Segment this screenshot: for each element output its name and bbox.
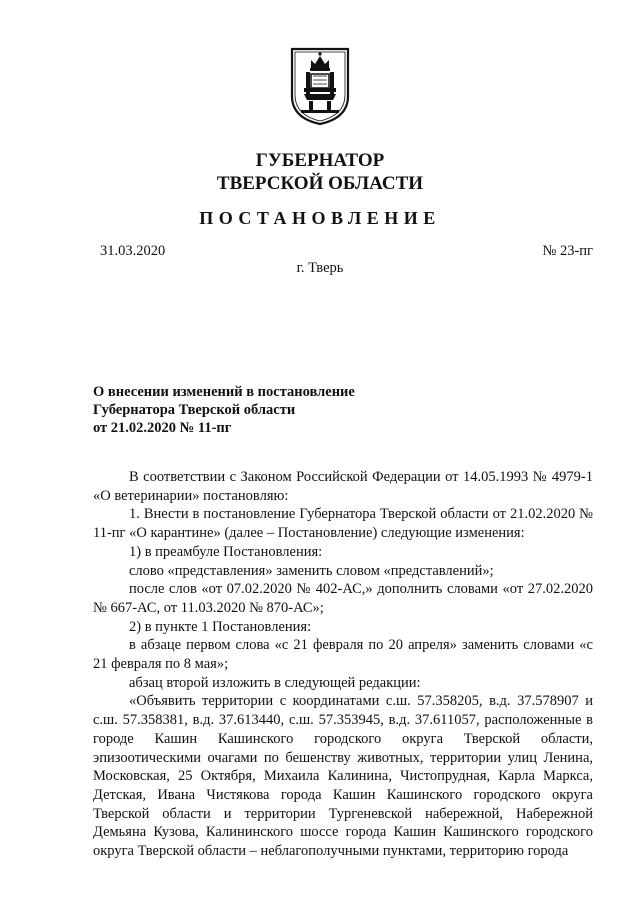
body-paragraph: В соответствии с Законом Российской Федерации от 14.05.1993 № 4979-1 «О ветеринарии» постановляю: (93, 469, 593, 504)
document-number: № 23-пг (542, 243, 593, 259)
issuer-title (0, 149, 640, 195)
subject-line1: О внесении изменений в постановление (93, 384, 355, 400)
body-paragraph: 2) в пункте 1 Постановления: (129, 618, 312, 635)
issuer-title-line1: ГУБЕРНАТОР (255, 150, 385, 171)
body-paragraph: слово «представления» заменить словом «представлений»; (129, 562, 494, 579)
issuer-title-line2: ТВЕРСКОЙ ОБЛАСТИ (216, 173, 424, 194)
body-paragraph: 1) в преамбуле Постановления: (129, 543, 323, 560)
body-paragraph: в абзаце первом слова «с 21 февраля по 20 апреля» заменить словами «с 21 февраля по 8 мая»; (93, 637, 593, 673)
document-type: ПОСТАНОВЛЕНИЕ (199, 208, 441, 228)
document-city: г. Тверь (296, 260, 344, 276)
body-paragraph: «Объявить территории с координатами с.ш. 57.358205, в.д. 37.578907 и с.ш. 57.358381, в.д. 37.613440, с.ш. 57.353945, в.д. 37.611057, расположенные в городе Кашин Кашинского городского округа Тверской области, эпизоотическими очагами по бешенству животных, территории улиц Ленина, Московская, 25 Октября, Михаила Калинина, Чистопрудная, Карла Маркса, Детская, Ивана Чистякова города Кашин Кашинского городского округа Тверской области и территории Тургеневской набережной, Набережной Демьяна Кузова, Калининского шоссе города Кашин Кашинского городского округа Тверской области – неблагополучными пунктами, территорию города (93, 693, 593, 860)
tver-coat-of-arms-icon (289, 46, 351, 126)
document-subject (93, 383, 355, 437)
subject-line3: от 21.02.2020 № 11-пг (93, 420, 232, 436)
document-date: 31.03.2020 (100, 243, 166, 259)
body-paragraph: 1. Внести в постановление Губернатора Тверской области от 21.02.2020 № 11-пг «О карантине» (далее – Постановление) следующие изменения: (93, 506, 593, 542)
document-body (93, 468, 593, 861)
subject-line2: Губернатора Тверской области (93, 402, 296, 418)
body-paragraph: после слов «от 07.02.2020 № 402-АС,» дополнить словами «от 27.02.2020 № 667-АС, от 11.03.2020 № 870-АС»; (93, 581, 593, 616)
body-paragraph: абзац второй изложить в следующей редакции: (129, 674, 421, 691)
